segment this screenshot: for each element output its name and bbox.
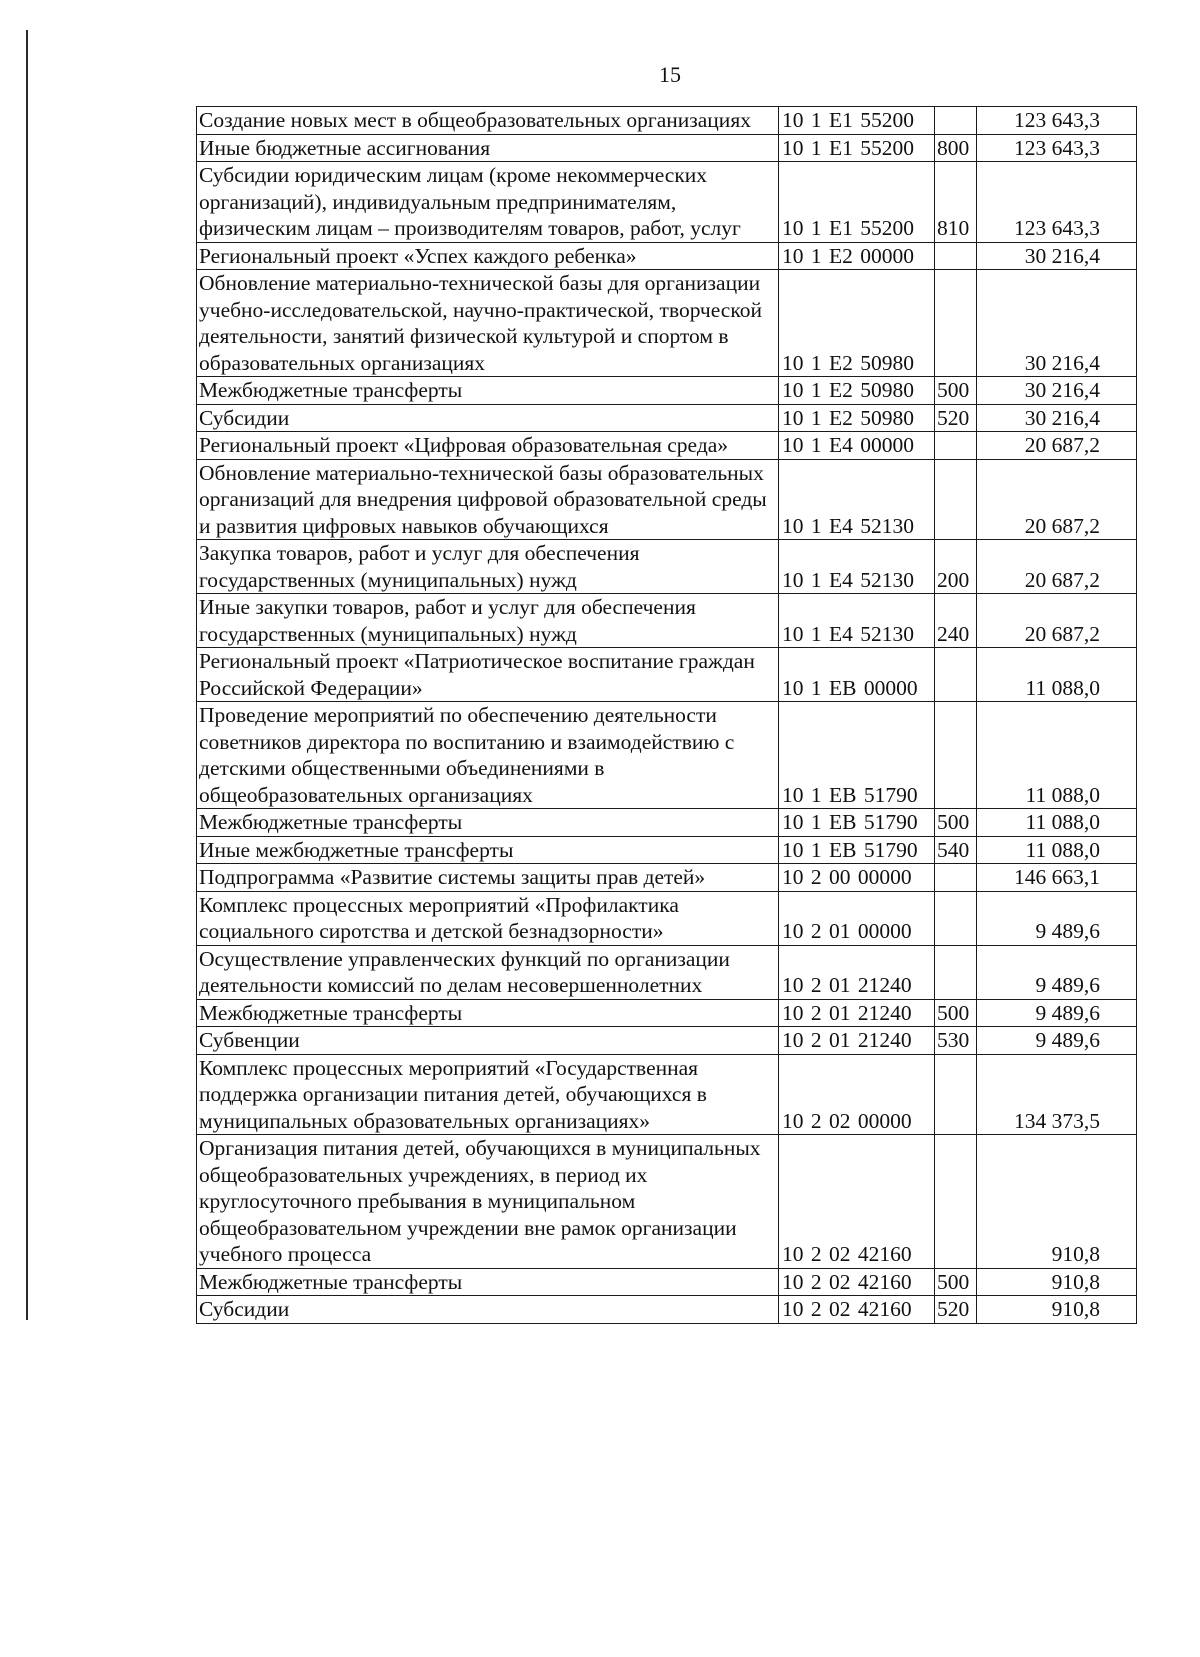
- row-code-cell: 10 1 E2 50980: [779, 377, 935, 405]
- row-expense-type-cell: [935, 945, 977, 999]
- table-row: [197, 648, 1137, 702]
- row-amount-cell: 123 643,3: [977, 162, 1137, 243]
- row-amount-cell: 20 687,2: [977, 594, 1137, 648]
- row-name-cell: Субсидии: [197, 1296, 779, 1324]
- table-row: [197, 270, 1137, 377]
- row-name-cell: Осуществление управленческих функций по организации деятельности комиссий по делам несовершеннолетних: [197, 945, 779, 999]
- row-name-cell: Иные межбюджетные трансферты: [197, 836, 779, 864]
- table-row: [197, 404, 1137, 432]
- row-code-cell: 10 2 02 42160: [779, 1268, 935, 1296]
- row-amount-cell: 9 489,6: [977, 999, 1137, 1027]
- table-row: [197, 702, 1137, 809]
- row-code-cell: 10 1 E2 50980: [779, 404, 935, 432]
- row-code-cell: 10 2 01 21240: [779, 1027, 935, 1055]
- row-expense-type-cell: 520: [935, 404, 977, 432]
- row-code-cell: 10 2 02 00000: [779, 1054, 935, 1135]
- table-row: [197, 1135, 1137, 1269]
- row-amount-cell: 134 373,5: [977, 1054, 1137, 1135]
- row-name-cell: Межбюджетные трансферты: [197, 1268, 779, 1296]
- row-name-cell: Обновление материально-технической базы образовательных организаций для внедрения цифровой образовательной среды и развития цифровых навыков обучающихся: [197, 459, 779, 540]
- row-expense-type-cell: 500: [935, 1268, 977, 1296]
- table-row: [197, 594, 1137, 648]
- row-amount-cell: 11 088,0: [977, 648, 1137, 702]
- row-name-cell: Закупка товаров, работ и услуг для обеспечения государственных (муниципальных) нужд: [197, 540, 779, 594]
- row-expense-type-cell: 240: [935, 594, 977, 648]
- row-expense-type-cell: [935, 1054, 977, 1135]
- table-row: [197, 864, 1137, 892]
- row-amount-cell: 9 489,6: [977, 891, 1137, 945]
- row-amount-cell: 146 663,1: [977, 864, 1137, 892]
- row-code-cell: 10 2 01 21240: [779, 999, 935, 1027]
- table-row: [197, 1027, 1137, 1055]
- row-name-cell: Организация питания детей, обучающихся в муниципальных общеобразовательных учреждениях, в период их круглосуточного пребывания в муниципальном общеобразовательном учреждении вне рамок организации учебного процесса: [197, 1135, 779, 1269]
- table-row: [197, 107, 1137, 135]
- row-amount-cell: 20 687,2: [977, 540, 1137, 594]
- row-expense-type-cell: [935, 270, 977, 377]
- row-amount-cell: 9 489,6: [977, 1027, 1137, 1055]
- row-amount-cell: 9 489,6: [977, 945, 1137, 999]
- row-amount-cell: 30 216,4: [977, 377, 1137, 405]
- row-name-cell: Подпрограмма «Развитие системы защиты прав детей»: [197, 864, 779, 892]
- row-amount-cell: 11 088,0: [977, 702, 1137, 809]
- row-code-cell: 10 1 EB 51790: [779, 836, 935, 864]
- row-code-cell: 10 1 EB 51790: [779, 702, 935, 809]
- table-row: [197, 459, 1137, 540]
- row-name-cell: Проведение мероприятий по обеспечению деятельности советников директора по воспитанию и взаимодействию с детскими общественными объединениями в общеобразовательных организациях: [197, 702, 779, 809]
- row-code-cell: 10 2 01 21240: [779, 945, 935, 999]
- table-row: [197, 999, 1137, 1027]
- row-name-cell: Региональный проект «Успех каждого ребенка»: [197, 242, 779, 270]
- row-amount-cell: 20 687,2: [977, 459, 1137, 540]
- row-amount-cell: 910,8: [977, 1296, 1137, 1324]
- row-expense-type-cell: 500: [935, 999, 977, 1027]
- row-code-cell: 10 2 02 42160: [779, 1135, 935, 1269]
- row-expense-type-cell: [935, 648, 977, 702]
- row-expense-type-cell: 800: [935, 134, 977, 162]
- row-name-cell: Региональный проект «Цифровая образовательная среда»: [197, 432, 779, 460]
- row-code-cell: 10 1 E4 52130: [779, 594, 935, 648]
- table-row: [197, 836, 1137, 864]
- row-name-cell: Субвенции: [197, 1027, 779, 1055]
- row-expense-type-cell: [935, 459, 977, 540]
- row-expense-type-cell: [935, 864, 977, 892]
- row-code-cell: 10 1 E1 55200: [779, 162, 935, 243]
- row-expense-type-cell: [935, 1135, 977, 1269]
- row-amount-cell: 11 088,0: [977, 809, 1137, 837]
- row-code-cell: 10 2 01 00000: [779, 891, 935, 945]
- row-amount-cell: 20 687,2: [977, 432, 1137, 460]
- row-name-cell: Межбюджетные трансферты: [197, 809, 779, 837]
- row-name-cell: Обновление материально-технической базы для организации учебно-исследовательской, научно-практической, творческой деятельности, занятий физической культурой и спортом в образовательных организациях: [197, 270, 779, 377]
- row-name-cell: Региональный проект «Патриотическое воспитание граждан Российской Федерации»: [197, 648, 779, 702]
- row-amount-cell: 30 216,4: [977, 270, 1137, 377]
- row-code-cell: 10 1 EB 00000: [779, 648, 935, 702]
- table-row: [197, 242, 1137, 270]
- row-amount-cell: 11 088,0: [977, 836, 1137, 864]
- row-expense-type-cell: [935, 107, 977, 135]
- row-code-cell: 10 1 E4 52130: [779, 459, 935, 540]
- row-code-cell: 10 2 00 00000: [779, 864, 935, 892]
- row-expense-type-cell: 200: [935, 540, 977, 594]
- row-code-cell: 10 1 E1 55200: [779, 134, 935, 162]
- row-name-cell: Субсидии: [197, 404, 779, 432]
- row-name-cell: Субсидии юридическим лицам (кроме некоммерческих организаций), индивидуальным предпринимателям, физическим лицам – производителям товаров, работ, услуг: [197, 162, 779, 243]
- table-row: [197, 162, 1137, 243]
- page-number: 15: [659, 62, 681, 87]
- row-code-cell: 10 2 02 42160: [779, 1296, 935, 1324]
- row-expense-type-cell: 810: [935, 162, 977, 243]
- table-row: [197, 432, 1137, 460]
- row-expense-type-cell: 540: [935, 836, 977, 864]
- row-code-cell: 10 1 E4 00000: [779, 432, 935, 460]
- table-row: [197, 377, 1137, 405]
- row-amount-cell: 910,8: [977, 1135, 1137, 1269]
- row-amount-cell: 123 643,3: [977, 134, 1137, 162]
- table-row: [197, 134, 1137, 162]
- row-expense-type-cell: 500: [935, 809, 977, 837]
- budget-table: [196, 106, 1137, 1324]
- row-expense-type-cell: [935, 891, 977, 945]
- table-row: [197, 1054, 1137, 1135]
- table-row: [197, 540, 1137, 594]
- row-expense-type-cell: 530: [935, 1027, 977, 1055]
- row-code-cell: 10 1 E2 50980: [779, 270, 935, 377]
- row-name-cell: Межбюджетные трансферты: [197, 377, 779, 405]
- row-amount-cell: 30 216,4: [977, 242, 1137, 270]
- row-name-cell: Создание новых мест в общеобразовательных организациях: [197, 107, 779, 135]
- table-row: [197, 1296, 1137, 1324]
- row-name-cell: Межбюджетные трансферты: [197, 999, 779, 1027]
- row-code-cell: 10 1 EB 51790: [779, 809, 935, 837]
- row-name-cell: Иные бюджетные ассигнования: [197, 134, 779, 162]
- budget-table-body: [197, 107, 1137, 1324]
- row-expense-type-cell: [935, 242, 977, 270]
- row-amount-cell: 123 643,3: [977, 107, 1137, 135]
- table-row: [197, 945, 1137, 999]
- row-amount-cell: 30 216,4: [977, 404, 1137, 432]
- table-row: [197, 891, 1137, 945]
- row-expense-type-cell: [935, 702, 977, 809]
- row-name-cell: Комплекс процессных мероприятий «Профилактика социального сиротства и детской безнадзорности»: [197, 891, 779, 945]
- row-amount-cell: 910,8: [977, 1268, 1137, 1296]
- row-code-cell: 10 1 E2 00000: [779, 242, 935, 270]
- row-name-cell: Комплекс процессных мероприятий «Государственная поддержка организации питания детей, обучающихся в муниципальных образовательных организациях»: [197, 1054, 779, 1135]
- table-row: [197, 1268, 1137, 1296]
- row-expense-type-cell: 500: [935, 377, 977, 405]
- row-expense-type-cell: [935, 432, 977, 460]
- row-name-cell: Иные закупки товаров, работ и услуг для обеспечения государственных (муниципальных) нужд: [197, 594, 779, 648]
- row-expense-type-cell: 520: [935, 1296, 977, 1324]
- scan-edge-line: [26, 30, 28, 1320]
- row-code-cell: 10 1 E4 52130: [779, 540, 935, 594]
- row-code-cell: 10 1 E1 55200: [779, 107, 935, 135]
- table-row: [197, 809, 1137, 837]
